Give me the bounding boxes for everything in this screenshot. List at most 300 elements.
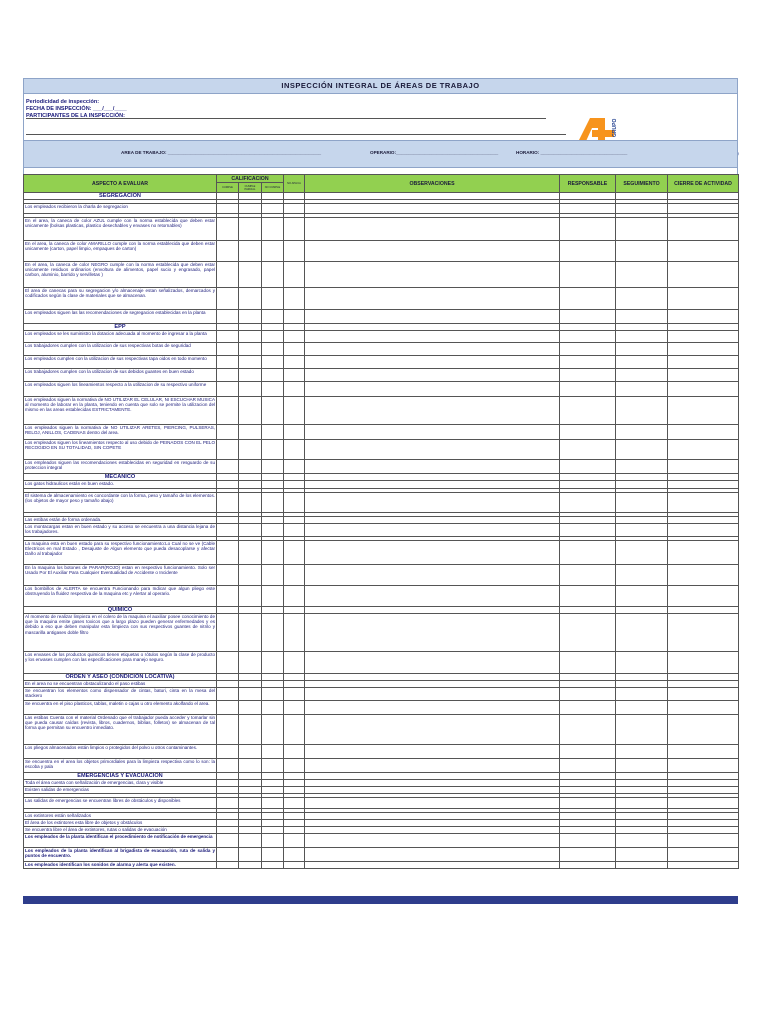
responsable-cell[interactable]: [560, 262, 616, 288]
observaciones-cell[interactable]: [305, 343, 560, 356]
no-aplica-cell[interactable]: [284, 517, 305, 524]
no-aplica-cell[interactable]: [284, 745, 305, 759]
no-cumple-cell[interactable]: [262, 382, 284, 397]
seguimiento-cell[interactable]: [616, 745, 668, 759]
cumple-parcial-cell[interactable]: [239, 397, 262, 425]
cumple-cell[interactable]: [217, 440, 239, 460]
no-cumple-cell[interactable]: [262, 369, 284, 382]
observaciones-cell[interactable]: [305, 369, 560, 382]
seguimiento-cell[interactable]: [616, 241, 668, 262]
cumple-cell[interactable]: [217, 688, 239, 701]
cumple-parcial-cell[interactable]: [239, 715, 262, 745]
no-cumple-cell[interactable]: [262, 524, 284, 537]
cumple-parcial-cell[interactable]: [239, 834, 262, 848]
cumple-parcial-cell[interactable]: [239, 310, 262, 324]
seguimiento-cell[interactable]: [616, 517, 668, 524]
no-aplica-cell[interactable]: [284, 204, 305, 214]
responsable-cell[interactable]: [560, 369, 616, 382]
cierre-cell[interactable]: [668, 614, 739, 652]
cumple-parcial-cell[interactable]: [239, 813, 262, 820]
cierre-cell[interactable]: [668, 481, 739, 489]
cumple-cell[interactable]: [217, 331, 239, 343]
cierre-cell[interactable]: [668, 241, 739, 262]
cumple-parcial-cell[interactable]: [239, 787, 262, 794]
no-aplica-cell[interactable]: [284, 813, 305, 820]
cumple-parcial-cell[interactable]: [239, 517, 262, 524]
no-aplica-cell[interactable]: [284, 614, 305, 652]
seguimiento-cell[interactable]: [616, 715, 668, 745]
cumple-parcial-cell[interactable]: [239, 820, 262, 827]
no-aplica-cell[interactable]: [284, 331, 305, 343]
cumple-parcial-cell[interactable]: [239, 218, 262, 241]
no-cumple-cell[interactable]: [262, 652, 284, 674]
cumple-parcial-cell[interactable]: [239, 425, 262, 440]
seguimiento-cell[interactable]: [616, 586, 668, 607]
no-cumple-cell[interactable]: [262, 262, 284, 288]
cierre-cell[interactable]: [668, 524, 739, 537]
observaciones-cell[interactable]: [305, 787, 560, 794]
observaciones-cell[interactable]: [305, 382, 560, 397]
responsable-cell[interactable]: [560, 382, 616, 397]
cierre-cell[interactable]: [668, 862, 739, 869]
no-aplica-cell[interactable]: [284, 541, 305, 565]
no-cumple-cell[interactable]: [262, 586, 284, 607]
seguimiento-cell[interactable]: [616, 331, 668, 343]
cierre-cell[interactable]: [668, 688, 739, 701]
cumple-cell[interactable]: [217, 715, 239, 745]
observaciones-cell[interactable]: [305, 586, 560, 607]
responsable-cell[interactable]: [560, 541, 616, 565]
cumple-cell[interactable]: [217, 425, 239, 440]
no-cumple-cell[interactable]: [262, 848, 284, 862]
observaciones-cell[interactable]: [305, 204, 560, 214]
responsable-cell[interactable]: [560, 524, 616, 537]
cumple-cell[interactable]: [217, 614, 239, 652]
seguimiento-cell[interactable]: [616, 397, 668, 425]
cierre-cell[interactable]: [668, 541, 739, 565]
observaciones-cell[interactable]: [305, 827, 560, 834]
no-cumple-cell[interactable]: [262, 614, 284, 652]
cierre-cell[interactable]: [668, 820, 739, 827]
cumple-parcial-cell[interactable]: [239, 688, 262, 701]
observaciones-cell[interactable]: [305, 524, 560, 537]
cierre-cell[interactable]: [668, 813, 739, 820]
no-aplica-cell[interactable]: [284, 681, 305, 688]
responsable-cell[interactable]: [560, 310, 616, 324]
observaciones-cell[interactable]: [305, 481, 560, 489]
cumple-cell[interactable]: [217, 241, 239, 262]
cumple-parcial-cell[interactable]: [239, 586, 262, 607]
cumple-parcial-cell[interactable]: [239, 356, 262, 369]
no-cumple-cell[interactable]: [262, 715, 284, 745]
seguimiento-cell[interactable]: [616, 382, 668, 397]
seguimiento-cell[interactable]: [616, 481, 668, 489]
responsable-cell[interactable]: [560, 331, 616, 343]
no-aplica-cell[interactable]: [284, 565, 305, 586]
responsable-cell[interactable]: [560, 288, 616, 310]
cierre-cell[interactable]: [668, 827, 739, 834]
cumple-cell[interactable]: [217, 382, 239, 397]
no-cumple-cell[interactable]: [262, 397, 284, 425]
cierre-cell[interactable]: [668, 759, 739, 773]
horario-field[interactable]: HORARIO: __________________________________: [516, 150, 628, 155]
no-aplica-cell[interactable]: [284, 715, 305, 745]
observaciones-cell[interactable]: [305, 820, 560, 827]
no-aplica-cell[interactable]: [284, 343, 305, 356]
observaciones-cell[interactable]: [305, 310, 560, 324]
cierre-cell[interactable]: [668, 397, 739, 425]
no-cumple-cell[interactable]: [262, 288, 284, 310]
no-aplica-cell[interactable]: [284, 218, 305, 241]
no-cumple-cell[interactable]: [262, 834, 284, 848]
cumple-cell[interactable]: [217, 759, 239, 773]
cumple-cell[interactable]: [217, 745, 239, 759]
observaciones-cell[interactable]: [305, 425, 560, 440]
cumple-parcial-cell[interactable]: [239, 780, 262, 787]
no-cumple-cell[interactable]: [262, 745, 284, 759]
observaciones-cell[interactable]: [305, 541, 560, 565]
cumple-parcial-cell[interactable]: [239, 481, 262, 489]
no-aplica-cell[interactable]: [284, 586, 305, 607]
no-cumple-cell[interactable]: [262, 493, 284, 513]
responsable-cell[interactable]: [560, 218, 616, 241]
observaciones-cell[interactable]: [305, 262, 560, 288]
responsable-cell[interactable]: [560, 397, 616, 425]
no-aplica-cell[interactable]: [284, 369, 305, 382]
cumple-parcial-cell[interactable]: [239, 798, 262, 809]
responsable-cell[interactable]: [560, 343, 616, 356]
no-aplica-cell[interactable]: [284, 262, 305, 288]
seguimiento-cell[interactable]: [616, 681, 668, 688]
no-cumple-cell[interactable]: [262, 440, 284, 460]
cumple-parcial-cell[interactable]: [239, 541, 262, 565]
no-aplica-cell[interactable]: [284, 780, 305, 787]
no-aplica-cell[interactable]: [284, 701, 305, 715]
cumple-cell[interactable]: [217, 565, 239, 586]
seguimiento-cell[interactable]: [616, 827, 668, 834]
cierre-cell[interactable]: [668, 369, 739, 382]
responsable-cell[interactable]: [560, 780, 616, 787]
no-aplica-cell[interactable]: [284, 310, 305, 324]
cierre-cell[interactable]: [668, 780, 739, 787]
cumple-cell[interactable]: [217, 493, 239, 513]
responsable-cell[interactable]: [560, 834, 616, 848]
observaciones-cell[interactable]: [305, 798, 560, 809]
cumple-parcial-cell[interactable]: [239, 745, 262, 759]
seguimiento-cell[interactable]: [616, 614, 668, 652]
cierre-cell[interactable]: [668, 343, 739, 356]
cumple-cell[interactable]: [217, 310, 239, 324]
responsable-cell[interactable]: [560, 493, 616, 513]
cierre-cell[interactable]: [668, 310, 739, 324]
responsable-cell[interactable]: [560, 798, 616, 809]
no-cumple-cell[interactable]: [262, 780, 284, 787]
observaciones-cell[interactable]: [305, 715, 560, 745]
cierre-cell[interactable]: [668, 745, 739, 759]
cumple-parcial-cell[interactable]: [239, 288, 262, 310]
observaciones-cell[interactable]: [305, 614, 560, 652]
cumple-cell[interactable]: [217, 541, 239, 565]
no-aplica-cell[interactable]: [284, 440, 305, 460]
responsable-cell[interactable]: [560, 565, 616, 586]
no-aplica-cell[interactable]: [284, 652, 305, 674]
no-aplica-cell[interactable]: [284, 460, 305, 474]
observaciones-cell[interactable]: [305, 834, 560, 848]
no-cumple-cell[interactable]: [262, 798, 284, 809]
cumple-cell[interactable]: [217, 288, 239, 310]
responsable-cell[interactable]: [560, 517, 616, 524]
no-cumple-cell[interactable]: [262, 331, 284, 343]
cierre-cell[interactable]: [668, 204, 739, 214]
cierre-cell[interactable]: [668, 460, 739, 474]
cumple-cell[interactable]: [217, 834, 239, 848]
observaciones-cell[interactable]: [305, 652, 560, 674]
no-aplica-cell[interactable]: [284, 820, 305, 827]
cumple-parcial-cell[interactable]: [239, 681, 262, 688]
cumple-parcial-cell[interactable]: [239, 262, 262, 288]
no-aplica-cell[interactable]: [284, 241, 305, 262]
responsable-cell[interactable]: [560, 652, 616, 674]
cierre-cell[interactable]: [668, 715, 739, 745]
seguimiento-cell[interactable]: [616, 541, 668, 565]
seguimiento-cell[interactable]: [616, 701, 668, 715]
cumple-parcial-cell[interactable]: [239, 460, 262, 474]
observaciones-cell[interactable]: [305, 745, 560, 759]
no-cumple-cell[interactable]: [262, 759, 284, 773]
responsable-cell[interactable]: [560, 614, 616, 652]
cumple-cell[interactable]: [217, 586, 239, 607]
no-aplica-cell[interactable]: [284, 688, 305, 701]
observaciones-cell[interactable]: [305, 701, 560, 715]
operario-field[interactable]: OPERARIO:________________________________________: [370, 150, 499, 155]
no-cumple-cell[interactable]: [262, 681, 284, 688]
no-aplica-cell[interactable]: [284, 356, 305, 369]
no-aplica-cell[interactable]: [284, 288, 305, 310]
observaciones-cell[interactable]: [305, 331, 560, 343]
seguimiento-cell[interactable]: [616, 820, 668, 827]
observaciones-cell[interactable]: [305, 241, 560, 262]
no-cumple-cell[interactable]: [262, 310, 284, 324]
responsable-cell[interactable]: [560, 586, 616, 607]
seguimiento-cell[interactable]: [616, 848, 668, 862]
no-aplica-cell[interactable]: [284, 493, 305, 513]
no-aplica-cell[interactable]: [284, 397, 305, 425]
responsable-cell[interactable]: [560, 204, 616, 214]
no-cumple-cell[interactable]: [262, 241, 284, 262]
cumple-parcial-cell[interactable]: [239, 241, 262, 262]
no-aplica-cell[interactable]: [284, 827, 305, 834]
cierre-cell[interactable]: [668, 262, 739, 288]
observaciones-cell[interactable]: [305, 848, 560, 862]
observaciones-cell[interactable]: [305, 565, 560, 586]
cierre-cell[interactable]: [668, 356, 739, 369]
cierre-cell[interactable]: [668, 493, 739, 513]
no-aplica-cell[interactable]: [284, 862, 305, 869]
seguimiento-cell[interactable]: [616, 369, 668, 382]
cierre-cell[interactable]: [668, 701, 739, 715]
seguimiento-cell[interactable]: [616, 460, 668, 474]
cierre-cell[interactable]: [668, 848, 739, 862]
observaciones-cell[interactable]: [305, 688, 560, 701]
seguimiento-cell[interactable]: [616, 652, 668, 674]
no-cumple-cell[interactable]: [262, 565, 284, 586]
cumple-cell[interactable]: [217, 356, 239, 369]
no-cumple-cell[interactable]: [262, 460, 284, 474]
seguimiento-cell[interactable]: [616, 310, 668, 324]
observaciones-cell[interactable]: [305, 862, 560, 869]
cumple-cell[interactable]: [217, 820, 239, 827]
cierre-cell[interactable]: [668, 440, 739, 460]
cumple-cell[interactable]: [217, 780, 239, 787]
area-trabajo-field[interactable]: AREA DE TRABAJO: ____________________________________________________________: [121, 150, 322, 155]
cumple-cell[interactable]: [217, 813, 239, 820]
observaciones-cell[interactable]: [305, 440, 560, 460]
observaciones-cell[interactable]: [305, 681, 560, 688]
no-aplica-cell[interactable]: [284, 848, 305, 862]
cumple-cell[interactable]: [217, 827, 239, 834]
cumple-cell[interactable]: [217, 262, 239, 288]
cumple-parcial-cell[interactable]: [239, 440, 262, 460]
cumple-parcial-cell[interactable]: [239, 701, 262, 715]
seguimiento-cell[interactable]: [616, 204, 668, 214]
cumple-cell[interactable]: [217, 517, 239, 524]
seguimiento-cell[interactable]: [616, 440, 668, 460]
cumple-parcial-cell[interactable]: [239, 331, 262, 343]
cumple-parcial-cell[interactable]: [239, 524, 262, 537]
cumple-cell[interactable]: [217, 681, 239, 688]
cumple-cell[interactable]: [217, 204, 239, 214]
no-aplica-cell[interactable]: [284, 382, 305, 397]
cumple-parcial-cell[interactable]: [239, 614, 262, 652]
responsable-cell[interactable]: [560, 241, 616, 262]
observaciones-cell[interactable]: [305, 813, 560, 820]
cumple-parcial-cell[interactable]: [239, 493, 262, 513]
cierre-cell[interactable]: [668, 798, 739, 809]
no-cumple-cell[interactable]: [262, 820, 284, 827]
seguimiento-cell[interactable]: [616, 288, 668, 310]
observaciones-cell[interactable]: [305, 493, 560, 513]
cumple-parcial-cell[interactable]: [239, 565, 262, 586]
no-aplica-cell[interactable]: [284, 798, 305, 809]
responsable-cell[interactable]: [560, 715, 616, 745]
cumple-cell[interactable]: [217, 701, 239, 715]
seguimiento-cell[interactable]: [616, 780, 668, 787]
cumple-cell[interactable]: [217, 524, 239, 537]
cumple-cell[interactable]: [217, 848, 239, 862]
seguimiento-cell[interactable]: [616, 262, 668, 288]
cierre-cell[interactable]: [668, 382, 739, 397]
no-aplica-cell[interactable]: [284, 834, 305, 848]
observaciones-cell[interactable]: [305, 218, 560, 241]
cumple-cell[interactable]: [217, 798, 239, 809]
cierre-cell[interactable]: [668, 834, 739, 848]
no-cumple-cell[interactable]: [262, 813, 284, 820]
responsable-cell[interactable]: [560, 745, 616, 759]
no-cumple-cell[interactable]: [262, 343, 284, 356]
observaciones-cell[interactable]: [305, 780, 560, 787]
cumple-cell[interactable]: [217, 862, 239, 869]
cumple-parcial-cell[interactable]: [239, 848, 262, 862]
seguimiento-cell[interactable]: [616, 798, 668, 809]
responsable-cell[interactable]: [560, 701, 616, 715]
responsable-cell[interactable]: [560, 862, 616, 869]
fecha-label[interactable]: FECHA DE INSPECCIÓN: ___/___/____: [26, 106, 127, 112]
cierre-cell[interactable]: [668, 681, 739, 688]
observaciones-cell[interactable]: [305, 759, 560, 773]
no-cumple-cell[interactable]: [262, 204, 284, 214]
no-cumple-cell[interactable]: [262, 787, 284, 794]
no-cumple-cell[interactable]: [262, 541, 284, 565]
responsable-cell[interactable]: [560, 356, 616, 369]
cumple-cell[interactable]: [217, 460, 239, 474]
seguimiento-cell[interactable]: [616, 356, 668, 369]
responsable-cell[interactable]: [560, 820, 616, 827]
cumple-parcial-cell[interactable]: [239, 343, 262, 356]
responsable-cell[interactable]: [560, 681, 616, 688]
observaciones-cell[interactable]: [305, 460, 560, 474]
no-cumple-cell[interactable]: [262, 425, 284, 440]
cumple-parcial-cell[interactable]: [239, 382, 262, 397]
cumple-cell[interactable]: [217, 218, 239, 241]
cumple-cell[interactable]: [217, 397, 239, 425]
no-aplica-cell[interactable]: [284, 481, 305, 489]
responsable-cell[interactable]: [560, 425, 616, 440]
no-cumple-cell[interactable]: [262, 827, 284, 834]
responsable-cell[interactable]: [560, 481, 616, 489]
cumple-parcial-cell[interactable]: [239, 204, 262, 214]
observaciones-cell[interactable]: [305, 356, 560, 369]
no-cumple-cell[interactable]: [262, 517, 284, 524]
cumple-parcial-cell[interactable]: [239, 862, 262, 869]
seguimiento-cell[interactable]: [616, 493, 668, 513]
seguimiento-cell[interactable]: [616, 813, 668, 820]
cierre-cell[interactable]: [668, 425, 739, 440]
seguimiento-cell[interactable]: [616, 524, 668, 537]
cierre-cell[interactable]: [668, 218, 739, 241]
responsable-cell[interactable]: [560, 688, 616, 701]
observaciones-cell[interactable]: [305, 288, 560, 310]
seguimiento-cell[interactable]: [616, 343, 668, 356]
cumple-parcial-cell[interactable]: [239, 759, 262, 773]
cierre-cell[interactable]: [668, 586, 739, 607]
no-cumple-cell[interactable]: [262, 218, 284, 241]
no-cumple-cell[interactable]: [262, 701, 284, 715]
cumple-parcial-cell[interactable]: [239, 827, 262, 834]
cierre-cell[interactable]: [668, 787, 739, 794]
observaciones-cell[interactable]: [305, 397, 560, 425]
seguimiento-cell[interactable]: [616, 759, 668, 773]
cumple-cell[interactable]: [217, 481, 239, 489]
cumple-parcial-cell[interactable]: [239, 652, 262, 674]
responsable-cell[interactable]: [560, 440, 616, 460]
seguimiento-cell[interactable]: [616, 688, 668, 701]
no-aplica-cell[interactable]: [284, 759, 305, 773]
no-cumple-cell[interactable]: [262, 481, 284, 489]
cumple-parcial-cell[interactable]: [239, 369, 262, 382]
no-aplica-cell[interactable]: [284, 425, 305, 440]
responsable-cell[interactable]: [560, 759, 616, 773]
no-cumple-cell[interactable]: [262, 356, 284, 369]
no-aplica-cell[interactable]: [284, 524, 305, 537]
cierre-cell[interactable]: [668, 517, 739, 524]
cumple-cell[interactable]: [217, 343, 239, 356]
responsable-cell[interactable]: [560, 848, 616, 862]
observaciones-cell[interactable]: [305, 517, 560, 524]
seguimiento-cell[interactable]: [616, 834, 668, 848]
no-cumple-cell[interactable]: [262, 862, 284, 869]
cierre-cell[interactable]: [668, 288, 739, 310]
cumple-cell[interactable]: [217, 369, 239, 382]
